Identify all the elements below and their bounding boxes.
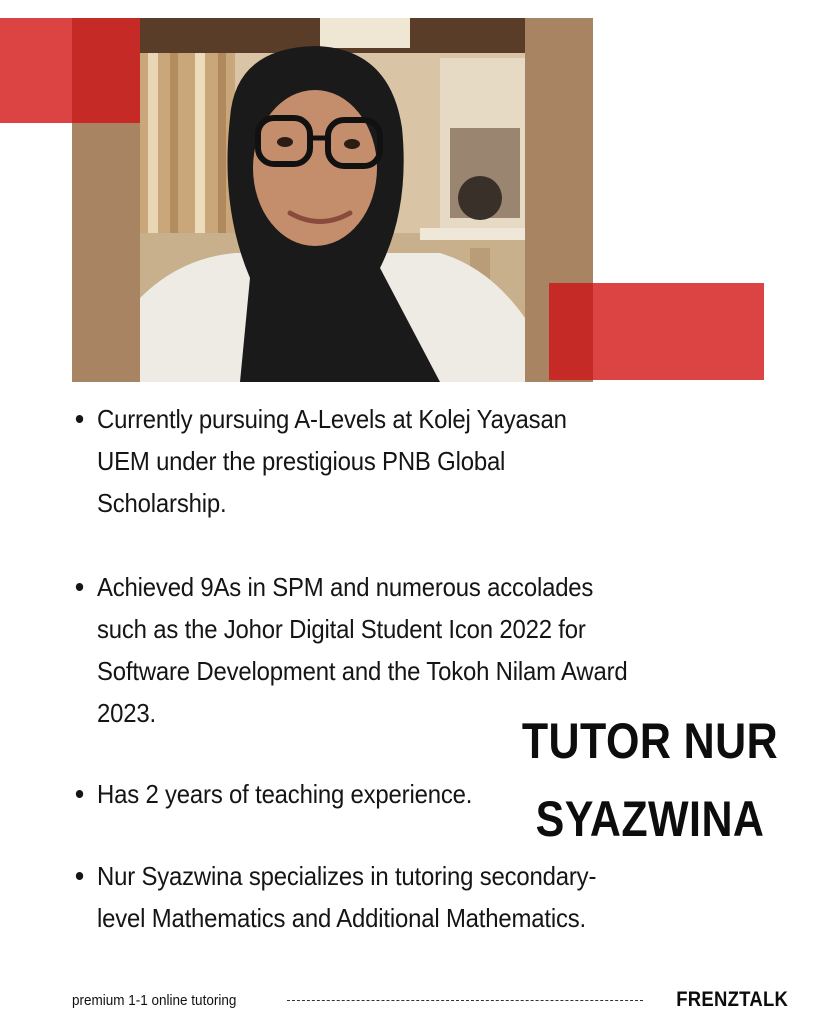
list-item-line: Has 2 years of teaching experience. [97, 779, 473, 809]
list-item [74, 773, 575, 815]
tutor-portrait-photo [140, 18, 525, 382]
list-item [74, 398, 667, 524]
bullet-dot-icon [76, 790, 83, 798]
list-item-line: Achieved 9As in SPM and numerous accolades [97, 572, 594, 602]
title-line-2: SYAZWINA [535, 791, 765, 847]
list-item-line: such as the Johor Digital Student Icon 2022 for [97, 614, 586, 644]
list-item-line: Scholarship. [97, 488, 227, 518]
title-line-1: TUTOR NUR [521, 713, 779, 769]
list-item-line: 2023. [97, 698, 156, 728]
footer-divider [287, 1000, 643, 1001]
bullet-dot-icon [76, 872, 83, 880]
list-item-line: level Mathematics and Additional Mathematics. [97, 903, 586, 933]
bullet-dot-icon [76, 583, 83, 591]
bullet-dot-icon [76, 415, 83, 423]
list-item-line: Currently pursuing A-Levels at Kolej Yayasan [97, 404, 567, 434]
accent-block-right-overlap [549, 283, 593, 380]
list-item-line: Nur Syazwina specializes in tutoring secondary- [97, 861, 597, 891]
tutor-name-title [521, 702, 779, 858]
list-item-line: UEM under the prestigious PNB Global [97, 446, 506, 476]
tutor-photo [140, 18, 525, 382]
footer-tagline: premium 1-1 online tutoring [72, 992, 237, 1009]
list-item [74, 855, 686, 939]
accent-block-top-left-overlap [72, 18, 140, 123]
list-item-line: Software Development and the Tokoh Nilam Award [97, 656, 628, 686]
brand-name: FRENZTALK [676, 988, 788, 1011]
